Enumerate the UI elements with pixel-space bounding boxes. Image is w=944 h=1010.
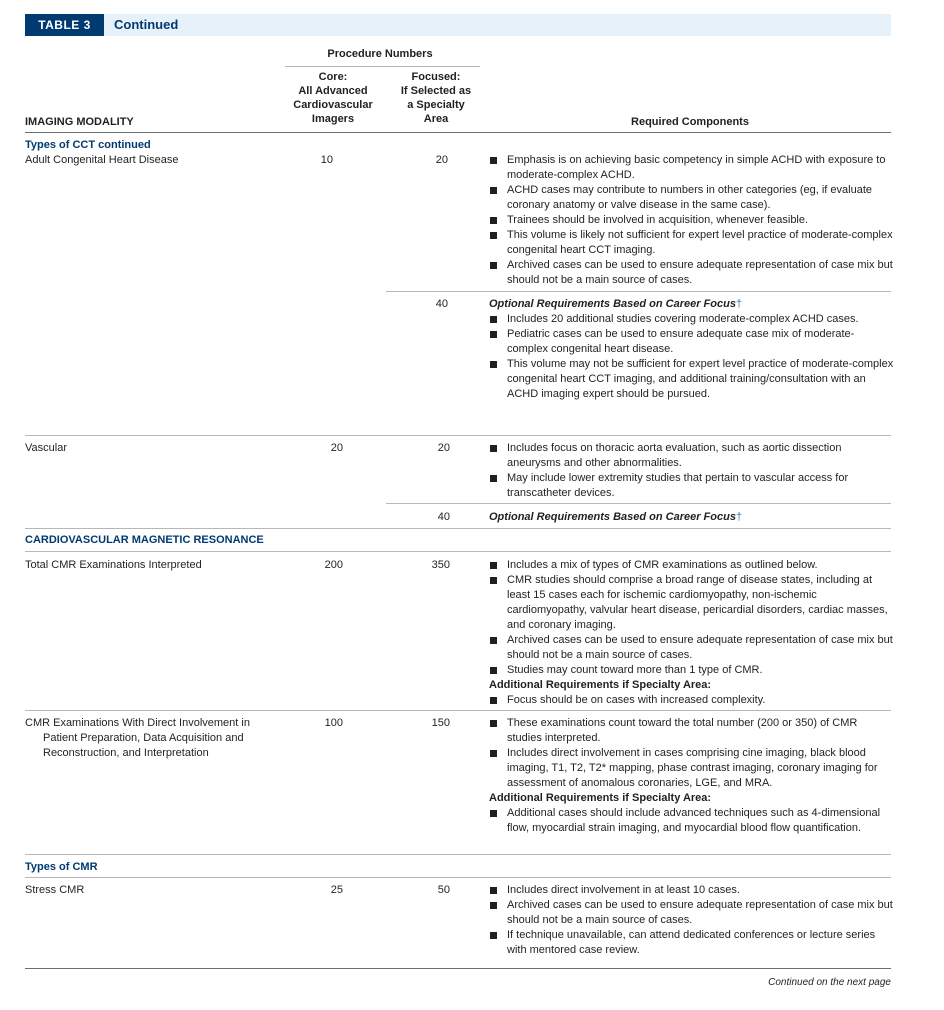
list-item: Includes direct involvement in cases comprising cine imaging, black blood imaging, T1, T2, T2* mapping, phase contrast imaging, coronary imaging for assessment of anomalous coronaries, LGE, and MRA.: [489, 746, 895, 791]
list-item: This volume may not be sufficient for expert level practice of moderate-complex congenital heart CCT imaging, and additional training/consultation with an ACHD imaging expert should be pursued.: [489, 357, 895, 402]
modality-achd: Adult Congenital Heart Disease: [25, 154, 179, 166]
focused-header-line: Focused:: [411, 71, 461, 83]
list-item: If technique unavailable, can attend dedicated conferences or lecture series with mentored case review.: [489, 928, 895, 958]
table-title-bar: [25, 14, 891, 36]
core-number-achd: 10: [320, 154, 333, 166]
optional-requirements-heading-vascular: [489, 510, 895, 525]
optional-requirements-heading: [489, 297, 895, 312]
procedure-numbers-header: Procedure Numbers: [327, 48, 433, 60]
row-divider: [25, 528, 891, 529]
dagger-mark: †: [735, 511, 743, 523]
row-divider: [386, 291, 891, 292]
additional-requirements-heading: Additional Requirements if Specialty Area:: [489, 679, 712, 691]
list-item: Emphasis is on achieving basic competency in simple ACHD with exposure to moderate-complex ACHD.: [489, 153, 895, 183]
list-item: Trainees should be involved in acquisition, whenever feasible.: [489, 213, 895, 228]
row-divider: [25, 877, 891, 878]
focused-number-achd: 20: [435, 154, 448, 166]
table-label: TABLE 3: [25, 14, 104, 36]
modality-direct-cmr: [25, 716, 250, 761]
core-number-direct-cmr: 100: [324, 717, 343, 729]
optional-heading-text: Optional Requirements Based on Career Focus: [489, 511, 736, 523]
core-number-total-cmr: 200: [324, 559, 343, 571]
table-bottom-rule: [25, 968, 891, 969]
components-vascular: [489, 441, 895, 501]
row-divider: [25, 854, 891, 855]
list-item: Additional cases should include advanced techniques such as 4-dimensional flow, myocardial strain imaging, and myocardial blood flow quantification.: [489, 806, 895, 836]
focused-header-line: If Selected as: [400, 85, 472, 97]
section-types-cmr: Types of CMR: [25, 861, 98, 873]
core-header-line: All Advanced: [298, 85, 368, 97]
modality-line: CMR Examinations With Direct Involvement in: [25, 717, 250, 729]
modality-vascular: Vascular: [25, 442, 67, 454]
header-rule: [25, 132, 891, 133]
components-achd-optional: [489, 297, 895, 402]
core-header-line: Imagers: [311, 113, 355, 125]
focused-header-line: a Specialty: [407, 99, 465, 111]
table-continued-label: Continued: [114, 17, 179, 32]
list-item: CMR studies should comprise a broad range of disease states, including at least 15 cases each for ischemic cardiomyopathy, non-ischemic cardiomyopathy, valvular heart disease, pericardial disorders, cardiac masses, and coronary imaging.: [489, 573, 895, 633]
row-divider: [25, 551, 891, 552]
modality-stress-cmr: Stress CMR: [25, 884, 85, 896]
focused-number-direct-cmr: 150: [431, 717, 450, 729]
components-achd: [489, 153, 895, 288]
modality-line: Patient Preparation, Data Acquisition and: [43, 732, 244, 744]
list-item: ACHD cases may contribute to numbers in other categories (eg, if evaluate coronary anatomy or valve disease in the same case).: [489, 183, 895, 213]
list-item: This volume is likely not sufficient for expert level practice of moderate-complex congenital heart CCT imaging.: [489, 228, 895, 258]
additional-requirements-heading: Additional Requirements if Specialty Area:: [489, 792, 712, 804]
components-direct-cmr: [489, 716, 895, 836]
focused-number-vascular: 20: [437, 442, 450, 454]
row-divider: [25, 435, 891, 436]
core-number-stress-cmr: 25: [330, 884, 343, 896]
row-divider: [386, 503, 891, 504]
components-total-cmr: [489, 558, 895, 708]
list-item: Pediatric cases can be used to ensure adequate case mix of moderate-complex congenital heart disease.: [489, 327, 895, 357]
row-divider: [25, 710, 891, 711]
modality-total-cmr: Total CMR Examinations Interpreted: [25, 559, 202, 571]
section-cmr: CARDIOVASCULAR MAGNETIC RESONANCE: [25, 534, 264, 546]
focused-number-vascular-optional: 40: [437, 511, 450, 523]
procedure-numbers-rule: [285, 66, 480, 67]
focused-number-total-cmr: 350: [431, 559, 450, 571]
list-item: Includes 20 additional studies covering moderate-complex ACHD cases.: [489, 312, 895, 327]
focused-number-achd-optional: 40: [435, 298, 448, 310]
core-header-line: Core:: [318, 71, 348, 83]
focused-header-line: Area: [423, 113, 449, 125]
core-number-vascular: 20: [330, 442, 343, 454]
section-cct-continued: Types of CCT continued: [25, 139, 151, 151]
imaging-modality-header: IMAGING MODALITY: [25, 116, 134, 128]
dagger-mark: †: [735, 298, 743, 310]
list-item: Includes direct involvement in at least 10 cases.: [489, 883, 895, 898]
list-item: Archived cases can be used to ensure adequate representation of case mix but should not be a main source of cases.: [489, 633, 895, 663]
list-item: Archived cases can be used to ensure adequate representation of case mix but should not be a main source of cases.: [489, 258, 895, 288]
list-item: May include lower extremity studies that pertain to vascular access for transcatheter devices.: [489, 471, 895, 501]
list-item: These examinations count toward the total number (200 or 350) of CMR studies interpreted.: [489, 716, 895, 746]
list-item: Includes focus on thoracic aorta evaluation, such as aortic dissection aneurysms and other abnormalities.: [489, 441, 895, 471]
optional-heading-text: Optional Requirements Based on Career Focus: [489, 298, 736, 310]
components-stress-cmr: [489, 883, 895, 958]
focused-column-header: [391, 70, 481, 126]
list-item: Includes a mix of types of CMR examinations as outlined below.: [489, 558, 895, 573]
focused-number-stress-cmr: 50: [437, 884, 450, 896]
core-header-line: Cardiovascular: [293, 99, 373, 111]
list-item: Focus should be on cases with increased complexity.: [489, 693, 895, 708]
modality-line: Reconstruction, and Interpretation: [43, 747, 209, 759]
list-item: Studies may count toward more than 1 type of CMR.: [489, 663, 895, 678]
core-column-header: [283, 70, 383, 126]
list-item: Archived cases can be used to ensure adequate representation of case mix but should not be a main source of cases.: [489, 898, 895, 928]
required-components-header: Required Components: [631, 116, 749, 128]
continued-footer: Continued on the next page: [768, 977, 891, 988]
